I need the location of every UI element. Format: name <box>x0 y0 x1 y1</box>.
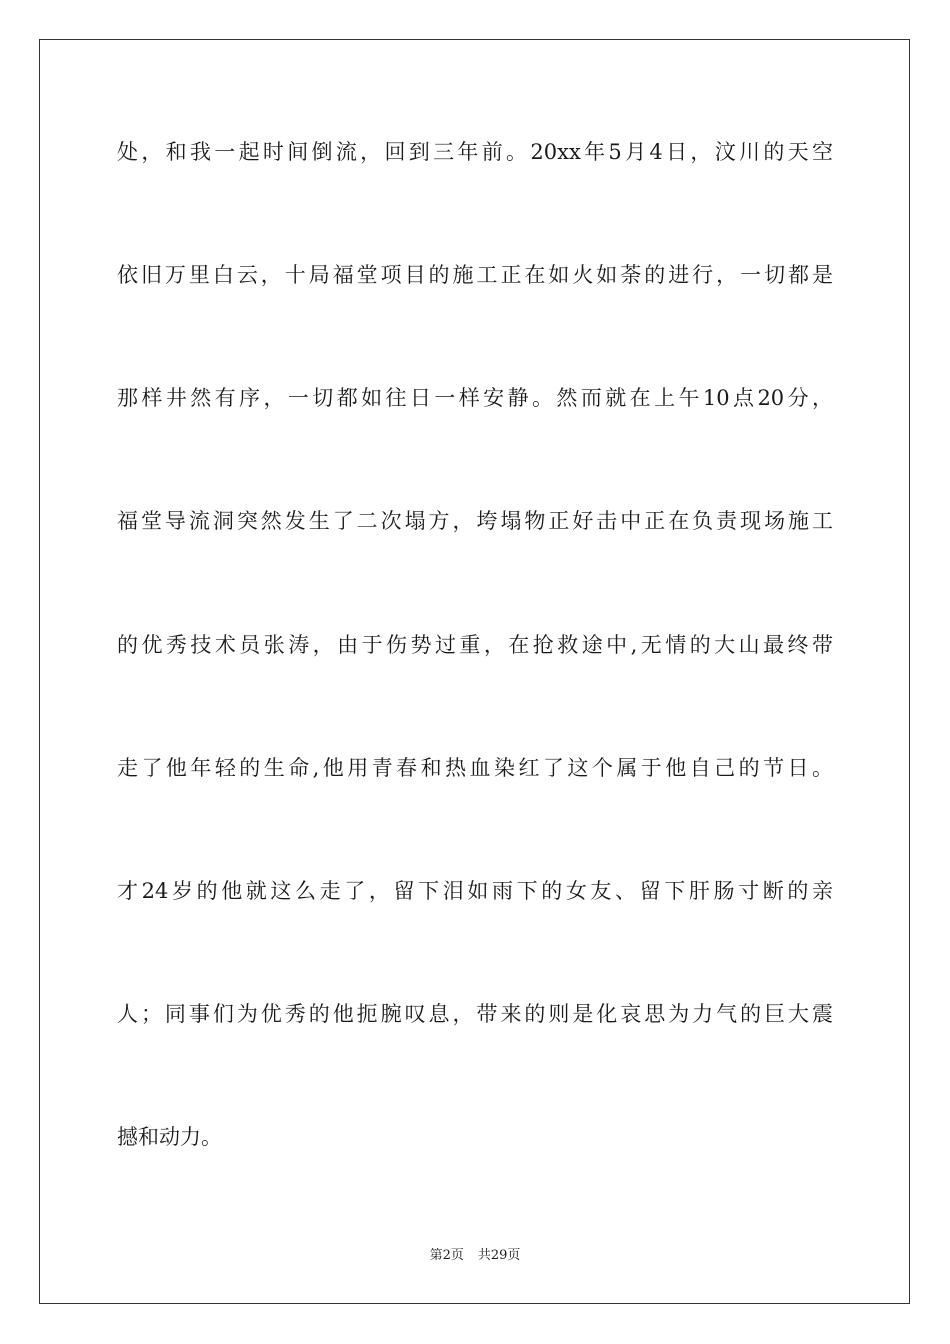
text-line: 人；同事们为优秀的他扼腕叹息，带来的则是化哀思为力气的巨大震 <box>117 1002 833 1026</box>
page-number: 第2页 <box>429 1248 464 1263</box>
text-line-last: 撼和动力。 <box>117 1125 222 1149</box>
text-line: 福堂导流洞突然发生了二次塌方，垮塌物正好击中正在负责现场施工 <box>117 509 833 533</box>
text-line: 的优秀技术员张涛，由于伤势过重，在抢救途中,无情的大山最终带 <box>117 633 833 657</box>
text-line: 处，和我一起时间倒流，回到三年前。20xx年5月4日，汶川的天空 <box>117 140 833 164</box>
page-footer <box>0 1246 950 1266</box>
page-total: 共29页 <box>477 1248 521 1263</box>
text-line: 走了他年轻的生命,他用青春和热血染红了这个属于他自己的节日。 <box>117 756 833 780</box>
text-line: 那样井然有序，一切都如往日一样安静。然而就在上午10点20分， <box>117 386 833 410</box>
text-line: 依旧万里白云，十局福堂项目的施工正在如火如荼的进行，一切都是 <box>117 263 833 287</box>
text-line: 才24岁的他就这么走了，留下泪如雨下的女友、留下肝肠寸断的亲 <box>117 879 833 903</box>
page-border <box>39 39 910 1304</box>
